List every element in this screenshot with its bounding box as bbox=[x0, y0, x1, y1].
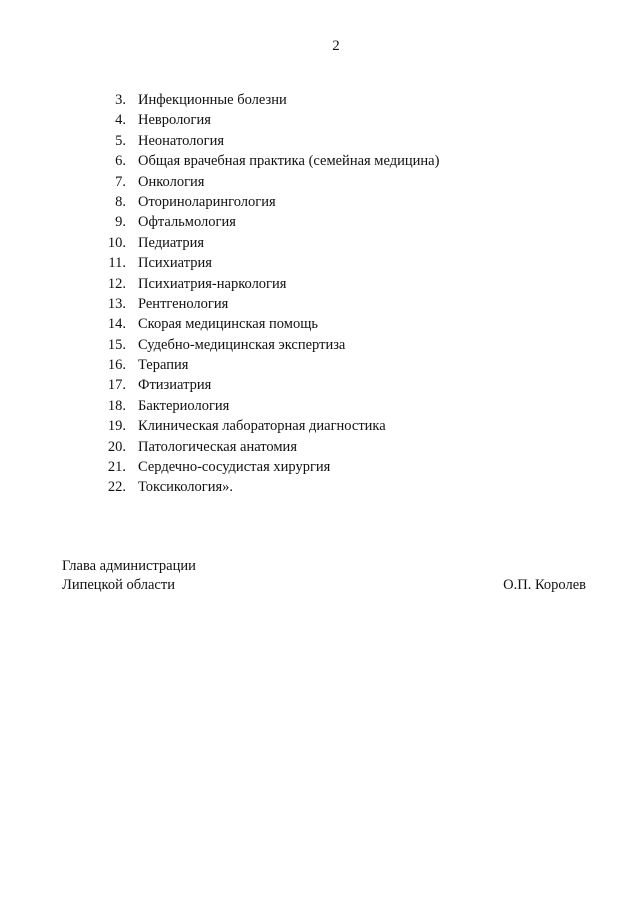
list-item-number: 19. bbox=[107, 418, 126, 435]
list-item bbox=[90, 253, 439, 273]
list-item-number: 15. bbox=[107, 336, 126, 353]
list-item-text: Фтизиатрия bbox=[138, 377, 212, 394]
list-item-text: Оториноларингология bbox=[138, 193, 276, 210]
list-item-number: 18. bbox=[107, 397, 126, 414]
list-item bbox=[90, 396, 439, 416]
list-item bbox=[90, 90, 439, 110]
list-item-number: 16. bbox=[107, 357, 126, 374]
list-item-number: 10. bbox=[107, 234, 126, 251]
signature-title-line1: Глава администрации bbox=[62, 558, 196, 574]
list-item-text: Неонатология bbox=[138, 132, 225, 149]
list-item bbox=[90, 151, 439, 171]
list-item-text: Токсикология». bbox=[138, 479, 234, 496]
list-item-text: Психиатрия-наркология bbox=[138, 275, 287, 292]
list-item-number: 12. bbox=[107, 275, 126, 292]
list-item-number: 21. bbox=[107, 459, 126, 476]
list-item-number: 13. bbox=[107, 295, 126, 312]
list-item-text: Неврология bbox=[138, 112, 211, 129]
list-item-text: Инфекционные болезни bbox=[138, 92, 287, 108]
list-item bbox=[90, 212, 439, 232]
list-item-text: Судебно-медицинская экспертиза bbox=[138, 336, 346, 353]
list-item bbox=[90, 437, 439, 457]
list-item-number: 3. bbox=[115, 92, 126, 108]
list-item-number: 9. bbox=[115, 214, 126, 231]
list-item-text: Патологическая анатомия bbox=[138, 438, 297, 455]
list-item-text: Скорая медицинская помощь bbox=[138, 316, 318, 333]
page-number: 2 bbox=[332, 38, 340, 54]
list-item-number: 22. bbox=[107, 479, 126, 496]
list-item bbox=[90, 131, 439, 151]
list-item bbox=[90, 314, 439, 334]
list-item bbox=[90, 416, 439, 436]
list-item-number: 4. bbox=[115, 112, 126, 129]
list-item-number: 14. bbox=[107, 316, 126, 333]
list-item bbox=[90, 477, 439, 497]
specialty-list bbox=[90, 90, 439, 498]
signature-block bbox=[62, 557, 586, 595]
list-item-text: Онкология bbox=[138, 173, 205, 190]
signature-name: О.П. Королев bbox=[503, 577, 586, 593]
list-item-number: 17. bbox=[107, 377, 126, 394]
list-item-text: Общая врачебная практика (семейная медицина) bbox=[138, 153, 440, 170]
list-item-text: Педиатрия bbox=[138, 234, 205, 251]
list-item-number: 6. bbox=[115, 153, 126, 170]
list-item bbox=[90, 375, 439, 395]
list-item-text: Рентгенология bbox=[138, 295, 229, 312]
list-item bbox=[90, 294, 439, 314]
list-item-number: 5. bbox=[115, 132, 126, 149]
list-item bbox=[90, 355, 439, 375]
list-item bbox=[90, 335, 439, 355]
list-item-text: Клиническая лабораторная диагностика bbox=[138, 418, 386, 435]
list-item bbox=[90, 233, 439, 253]
list-item-text: Психиатрия bbox=[138, 255, 212, 272]
list-item-text: Терапия bbox=[138, 357, 189, 374]
list-item bbox=[90, 274, 439, 294]
signature-title-line2: Липецкой области bbox=[62, 577, 175, 593]
list-item bbox=[90, 172, 439, 192]
list-item-text: Офтальмология bbox=[138, 214, 236, 231]
list-item-number: 11. bbox=[108, 255, 126, 272]
list-item-text: Бактериология bbox=[138, 397, 230, 414]
list-item bbox=[90, 457, 439, 477]
list-item-number: 7. bbox=[115, 173, 126, 190]
list-item-number: 8. bbox=[115, 193, 126, 210]
list-item bbox=[90, 110, 439, 130]
list-item-text: Сердечно-сосудистая хирургия bbox=[138, 459, 331, 476]
list-item-number: 20. bbox=[107, 438, 126, 455]
list-item bbox=[90, 192, 439, 212]
